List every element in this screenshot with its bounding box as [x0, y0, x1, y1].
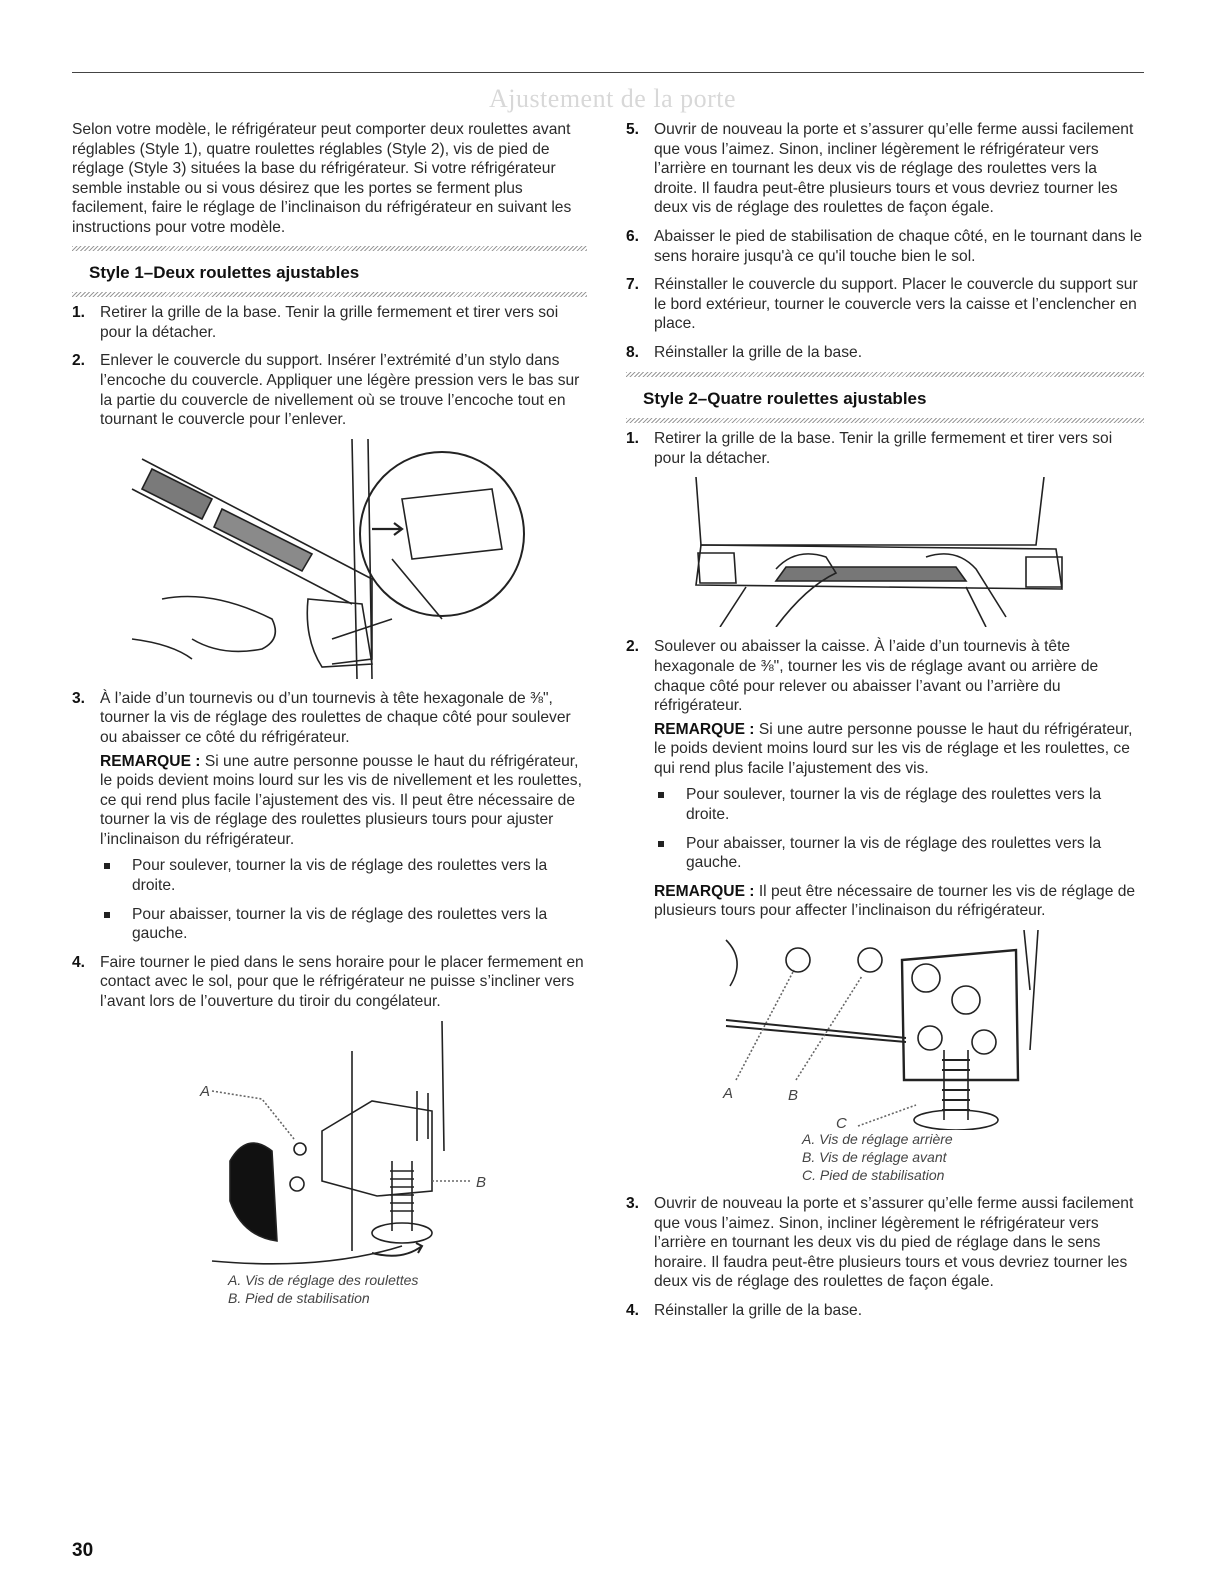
caption-line: A. Vis de réglage arrière	[802, 1131, 953, 1148]
step-number: 4.	[626, 1302, 640, 1319]
step-4	[72, 953, 587, 1012]
figure-leveling-screws	[626, 930, 1144, 1184]
figure-caption	[228, 1271, 587, 1307]
step-5	[626, 120, 1144, 218]
step-text: Enlever le couvercle du support. Insérer l’extrémité d’un stylo dans l’encoche du couvercle. Appliquer une légère pression vers le bas sur la partie du couvercle de nivellement où se trouve l’encoche tout en tournant le couvercle pour l’enlever.	[100, 352, 580, 429]
figure-caption	[802, 1130, 1144, 1184]
note-label: REMARQUE :	[654, 720, 755, 738]
hatch-divider	[72, 292, 587, 297]
style2-step-1	[626, 429, 1144, 468]
leveling-screws-illustration	[626, 930, 1096, 1130]
bullet-item: Pour abaisser, tourner la vis de réglage des roulettes vers la gauche.	[100, 905, 587, 944]
style2-step-3	[626, 1194, 1144, 1292]
bullet-item: Pour soulever, tourner la vis de réglage des roulettes vers la droite.	[100, 856, 587, 895]
note	[100, 752, 587, 850]
step-number: 2.	[72, 352, 86, 370]
step-text: À l’aide d’un tournevis ou d’un tournevis à tête hexagonale de ⅜", tourner la vis de réglage des roulettes de chaque côté pour soulever ou abaisser ce côté du réfrigérateur.	[100, 689, 571, 746]
style2-step-4	[626, 1301, 1144, 1321]
step-number: 5.	[626, 121, 640, 138]
caption-line: A. Vis de réglage des roulettes	[228, 1271, 419, 1288]
base-grille-illustration	[626, 477, 1096, 627]
step-text: Retirer la grille de la base. Tenir la grille fermement et tirer vers soi pour la détacher.	[654, 430, 1113, 467]
section-heading-style-2: Style 2–Quatre roulettes ajustables	[643, 388, 927, 408]
step-8	[626, 343, 1144, 363]
step-number: 1.	[72, 304, 86, 322]
step-number: 4.	[72, 953, 86, 971]
caption-line: C. Pied de stabilisation	[802, 1167, 945, 1184]
note	[654, 720, 1144, 779]
callout-label: A	[200, 1082, 211, 1100]
caption-line: B. Vis de réglage avant	[802, 1149, 947, 1166]
step-text: Réinstaller la grille de la base.	[654, 1302, 863, 1319]
bullet-item: Pour abaisser, tourner la vis de réglage des roulettes vers la gauche.	[654, 834, 1144, 873]
step-number: 3.	[626, 1195, 640, 1213]
page-title: Ajustement de la porte	[488, 84, 737, 113]
left-column	[72, 120, 587, 1317]
step-number: 8.	[626, 343, 640, 361]
step-2	[72, 351, 587, 429]
figure-cover-removal	[72, 439, 587, 679]
caption-line: B. Pied de stabilisation	[228, 1289, 370, 1306]
page-number: 30	[72, 1540, 94, 1561]
note-label: REMARQUE :	[654, 882, 755, 900]
style2-step-2	[626, 637, 1144, 921]
hatch-divider	[72, 246, 587, 251]
step-1	[72, 303, 587, 342]
step-text: Soulever ou abaisser la caisse. À l’aide d’un tournevis à tête hexagonale de ⅜", tourner les vis de réglage avant ou arrière de chaque côté pour relever ou abaisser l’avant ou l’arrière du réfrigérateur.	[654, 638, 1099, 715]
figure-base-grille	[626, 477, 1144, 627]
step-text: Ouvrir de nouveau la porte et s’assurer qu’elle ferme aussi facilement que vous l’aimez. Sinon, incliner légèrement le réfrigérateur vers l’arrière en tournant les deux vis de réglage des roulettes vers la droite. Il faudra peut-être plusieurs tours et vous devriez tourner les deux vis de réglage des roulettes de façon égale.	[654, 121, 1134, 217]
roller-screw-illustration	[72, 1021, 542, 1271]
step-number: 2.	[626, 638, 640, 656]
callout-label: C	[836, 1115, 847, 1131]
step-text: Réinstaller la grille de la base.	[654, 343, 863, 361]
figure-roller-screw	[72, 1021, 587, 1307]
step-number: 7.	[626, 276, 640, 294]
cover-removal-illustration	[72, 439, 542, 679]
step-text: Ouvrir de nouveau la porte et s’assurer qu’elle ferme aussi facilement que vous l’aimez. Sinon, incliner légèrement le réfrigérateur vers l’arrière en tournant les deux vis du pied de réglage dans le sens horaire. Il faudra peut-être plusieurs tours et vous devriez tourner les deux vis de réglage des roulettes de façon égale.	[654, 1195, 1134, 1291]
callout-label: A	[723, 1085, 734, 1103]
step-6	[626, 227, 1144, 266]
note-text: Si une autre personne pousse le haut du réfrigérateur, le poids devient moins lourd sur les vis de réglage et les roulettes, ce qui rend plus facile l’ajustement des vis.	[654, 720, 1133, 777]
step-text: Retirer la grille de la base. Tenir la grille fermement et tirer vers soi pour la détacher.	[100, 304, 559, 341]
step-text: Réinstaller le couvercle du support. Placer le couvercle du support sur le bord extérieur, tourner le couvercle vers la caisse et l’enclencher en place.	[654, 276, 1138, 333]
step-text: Faire tourner le pied dans le sens horaire pour le placer fermement en contact avec le sol, pour que le réfrigérateur ne puisse s’incliner vers l’avant lors de l’ouverture du tiroir du congélateur.	[100, 953, 584, 1011]
intro-paragraph: Selon votre modèle, le réfrigérateur peut comporter deux roulettes avant réglables (Style 1), quatre roulettes réglables (Style 2), vis de pied de réglage (Style 3) situées la base du réfrigérateur. Si votre réfrigérateur semble instable ou si vous désirez que les portes se ferment plus facilement, faire le réglage de l’inclinaison du réfrigérateur en suivant les instructions pour votre modèle.	[72, 121, 572, 236]
step-number: 3.	[72, 689, 86, 707]
note	[654, 882, 1144, 921]
callout-label: B	[476, 1173, 487, 1191]
right-column	[626, 120, 1144, 1330]
step-7	[626, 275, 1144, 334]
note-text: Il peut être nécessaire de tourner les vis de réglage de plusieurs tours pour affecter l’inclinaison du réfrigérateur.	[654, 882, 1136, 920]
note-text: Si une autre personne pousse le haut du réfrigérateur, le poids devient moins lourd sur les vis de nivellement et les roulettes, ce qui rend plus facile l’ajustement des vis. Il peut être nécessaire de tourner la vis de réglage des roulettes plusieurs tours pour ajuster l’inclinaison du réfrigérateur.	[100, 752, 582, 848]
bullet-item: Pour soulever, tourner la vis de réglage des roulettes vers la droite.	[654, 785, 1144, 824]
callout-label: B	[788, 1087, 799, 1105]
step-3	[72, 689, 587, 944]
step-text: Abaisser le pied de stabilisation de chaque côté, en le tournant dans le sens horaire jusqu'à ce qu'il touche bien le sol.	[654, 227, 1143, 265]
hatch-divider	[626, 418, 1144, 423]
section-heading-style-1: Style 1–Deux roulettes ajustables	[89, 262, 360, 282]
note-label: REMARQUE :	[100, 752, 201, 770]
top-rule	[72, 72, 1144, 73]
hatch-divider	[626, 372, 1144, 377]
step-number: 1.	[626, 430, 640, 448]
step-number: 6.	[626, 227, 640, 245]
